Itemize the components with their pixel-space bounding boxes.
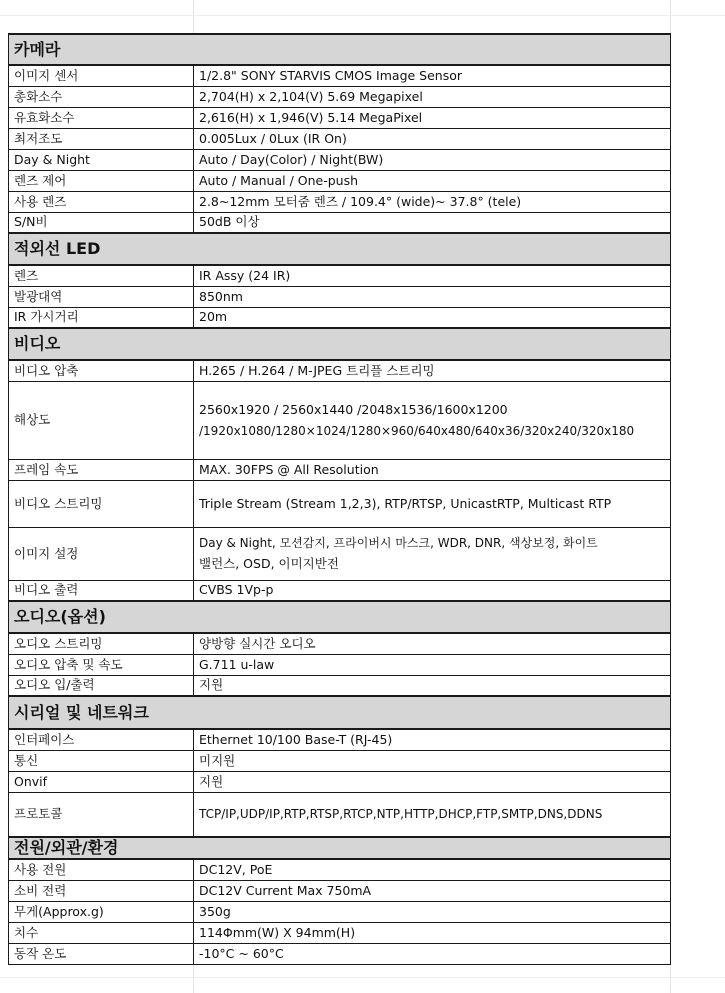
row-value: H.265 / H.264 / M-JPEG 트리플 스트리밍 xyxy=(194,360,671,381)
table-row xyxy=(9,580,671,601)
row-label: 통신 xyxy=(9,750,194,771)
row-label: 프레임 속도 xyxy=(9,459,194,480)
row-label: S/N비 xyxy=(9,212,194,233)
table-row xyxy=(9,107,671,128)
section-title: 전원/외관/환경 xyxy=(9,837,671,859)
row-label: 렌즈 xyxy=(9,265,194,286)
row-label: 오디오 스트리밍 xyxy=(9,633,194,654)
table-row xyxy=(9,480,671,527)
row-label: Day & Night xyxy=(9,149,194,170)
row-value: 1/2.8" SONY STARVIS CMOS Image Sensor xyxy=(194,65,671,86)
spec-table xyxy=(8,33,671,965)
table-row xyxy=(9,901,671,922)
row-value: 지원 xyxy=(194,675,671,696)
row-value: Auto / Manual / One-push xyxy=(194,170,671,191)
row-value-line: Day & Night, 모션감지, 프라이버시 마스크, WDR, DNR, 색상보정, 화이트 xyxy=(199,536,598,550)
table-row xyxy=(9,265,671,286)
table-row xyxy=(9,654,671,675)
row-label: 오디오 압축 및 속도 xyxy=(9,654,194,675)
row-value: 2,616(H) x 1,946(V) 5.14 MegaPixel xyxy=(194,107,671,128)
table-row xyxy=(9,65,671,86)
table-row xyxy=(9,381,671,459)
row-value: 양방향 실시간 오디오 xyxy=(194,633,671,654)
table-row xyxy=(9,675,671,696)
table-row xyxy=(9,128,671,149)
table-row xyxy=(9,286,671,307)
row-label: 무게(Approx.g) xyxy=(9,901,194,922)
section-title: 비디오 xyxy=(9,328,671,360)
row-value: TCP/IP,UDP/IP,RTP,RTSP,RTCP,NTP,HTTP,DHCP,FTP,SMTP,DNS,DDNS xyxy=(194,792,671,837)
sheet-gridline xyxy=(0,15,725,16)
row-label: 비디오 압축 xyxy=(9,360,194,381)
table-row xyxy=(9,922,671,943)
row-value: 미지원 xyxy=(194,750,671,771)
table-row xyxy=(9,771,671,792)
row-value: 20m xyxy=(194,307,671,328)
sheet-gridline xyxy=(0,977,725,978)
table-row xyxy=(9,880,671,901)
row-label: 소비 전력 xyxy=(9,880,194,901)
section-title: 적외선 LED xyxy=(9,233,671,265)
table-row xyxy=(9,750,671,771)
row-value: CVBS 1Vp-p xyxy=(194,580,671,601)
table-row xyxy=(9,307,671,328)
table-row xyxy=(9,943,671,964)
row-label: 치수 xyxy=(9,922,194,943)
row-value: MAX. 30FPS @ All Resolution xyxy=(194,459,671,480)
row-value: Triple Stream (Stream 1,2,3), RTP/RTSP, UnicastRTP, Multicast RTP xyxy=(194,480,671,527)
row-value xyxy=(194,381,671,459)
section-header xyxy=(9,696,671,729)
table-row xyxy=(9,360,671,381)
row-value: 2,704(H) x 2,104(V) 5.69 Megapixel xyxy=(194,86,671,107)
row-value: 350g xyxy=(194,901,671,922)
row-value-line: 2560x1920 / 2560x1440 /2048x1536/1600x1200 xyxy=(199,401,508,417)
table-row xyxy=(9,633,671,654)
row-label: 유효화소수 xyxy=(9,107,194,128)
section-title: 오디오(옵션) xyxy=(9,601,671,633)
row-value xyxy=(194,527,671,580)
row-label: 렌즈 제어 xyxy=(9,170,194,191)
row-value: 0.005Lux / 0Lux (IR On) xyxy=(194,128,671,149)
row-label: 총화소수 xyxy=(9,86,194,107)
table-row xyxy=(9,459,671,480)
row-label: 최저조도 xyxy=(9,128,194,149)
row-label: 발광대역 xyxy=(9,286,194,307)
row-value: DC12V Current Max 750mA xyxy=(194,880,671,901)
row-value: Auto / Day(Color) / Night(BW) xyxy=(194,149,671,170)
row-value: -10°C ~ 60°C xyxy=(194,943,671,964)
table-row xyxy=(9,149,671,170)
row-label: 프로토콜 xyxy=(9,792,194,837)
table-row xyxy=(9,170,671,191)
row-label: 사용 렌즈 xyxy=(9,191,194,212)
row-value: DC12V, PoE xyxy=(194,859,671,880)
row-label: 사용 전원 xyxy=(9,859,194,880)
section-header xyxy=(9,34,671,65)
section-header xyxy=(9,837,671,859)
row-value: 50dB 이상 xyxy=(194,212,671,233)
table-row xyxy=(9,212,671,233)
row-value: 지원 xyxy=(194,771,671,792)
row-value-line: 밸런스, OSD, 이미지반전 xyxy=(199,556,339,571)
row-label: 비디오 출력 xyxy=(9,580,194,601)
row-label: 이미지 설정 xyxy=(9,527,194,580)
table-row xyxy=(9,527,671,580)
table-row xyxy=(9,191,671,212)
row-value: IR Assy (24 IR) xyxy=(194,265,671,286)
table-row xyxy=(9,859,671,880)
section-title: 카메라 xyxy=(9,34,671,65)
row-label: 동작 온도 xyxy=(9,943,194,964)
table-row xyxy=(9,86,671,107)
row-value: 850nm xyxy=(194,286,671,307)
table-row xyxy=(9,729,671,750)
row-label: 인터페이스 xyxy=(9,729,194,750)
row-value: 114Φmm(W) X 94mm(H) xyxy=(194,922,671,943)
row-value: Ethernet 10/100 Base-T (RJ-45) xyxy=(194,729,671,750)
row-value-line: /1920x1080/1280×1024/1280×960/640x480/640x36/320x240/320x180 xyxy=(199,423,635,438)
row-value: 2.8~12mm 모터줌 렌즈 / 109.4° (wide)~ 37.8° (tele) xyxy=(194,191,671,212)
row-label: 비디오 스트리밍 xyxy=(9,480,194,527)
row-label: Onvif xyxy=(9,771,194,792)
table-row xyxy=(9,792,671,837)
row-label: 오디오 입/출력 xyxy=(9,675,194,696)
section-title: 시리얼 및 네트워크 xyxy=(9,696,671,729)
row-label: 해상도 xyxy=(9,381,194,459)
row-label: IR 가시거리 xyxy=(9,307,194,328)
section-header xyxy=(9,233,671,265)
row-label: 이미지 센서 xyxy=(9,65,194,86)
section-header xyxy=(9,328,671,360)
section-header xyxy=(9,601,671,633)
row-value: G.711 u-law xyxy=(194,654,671,675)
